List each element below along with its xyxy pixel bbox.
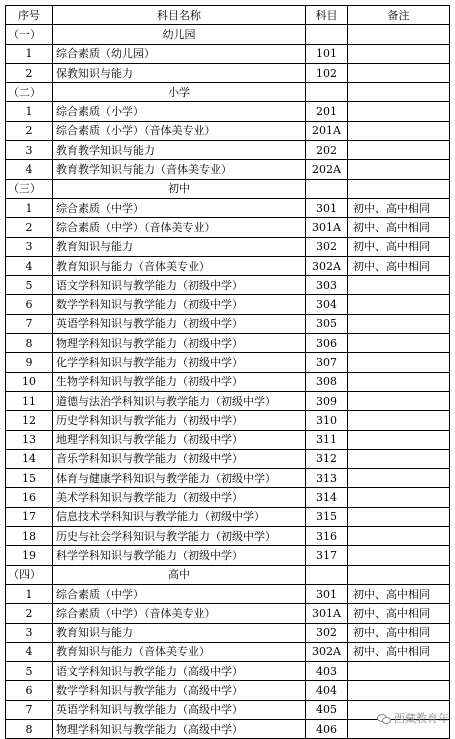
section-title: 小学 [53, 83, 306, 102]
subject-name: 教育知识与能力 [53, 237, 306, 256]
section-label: （一） [6, 25, 53, 44]
subject-code: 301A [306, 218, 348, 237]
section-row [6, 565, 450, 584]
subject-note [348, 507, 450, 526]
exam-subject-table [5, 5, 450, 739]
table-row [6, 507, 450, 526]
table-row [6, 141, 450, 160]
header-index: 序号 [6, 6, 53, 25]
row-index: 15 [6, 469, 53, 488]
subject-note: 初中、高中相同 [348, 256, 450, 275]
table-row [6, 642, 450, 661]
subject-note [348, 681, 450, 700]
row-index: 2 [6, 218, 53, 237]
subject-name: 教育知识与能力（音体美专业） [53, 256, 306, 275]
table-row [6, 102, 450, 121]
subject-name: 地理学科知识与教学能力（初级中学） [53, 430, 306, 449]
subject-name: 综合素质（中学）（音体美专业） [53, 218, 306, 237]
subject-code: 202 [306, 141, 348, 160]
subject-name: 道德与法治学科知识与教学能力（初级中学） [53, 391, 306, 410]
table-header-row [6, 6, 450, 25]
row-index: 19 [6, 546, 53, 565]
subject-note [348, 469, 450, 488]
subject-code: 305 [306, 314, 348, 333]
table-body [6, 25, 450, 739]
subject-note [348, 353, 450, 372]
row-index: 8 [6, 334, 53, 353]
table-row [6, 584, 450, 603]
row-index: 2 [6, 121, 53, 140]
subject-code: 405 [306, 700, 348, 719]
subject-note [348, 44, 450, 63]
subject-note [348, 372, 450, 391]
row-index: 8 [6, 719, 53, 738]
table-row [6, 256, 450, 275]
subject-name: 体育与健康学科知识与教学能力（初级中学） [53, 469, 306, 488]
subject-name: 教育知识与能力 [53, 623, 306, 642]
table-row [6, 604, 450, 623]
row-index: 2 [6, 63, 53, 82]
subject-code: 302 [306, 237, 348, 256]
subject-note [348, 488, 450, 507]
subject-name: 数学学科知识与教学能力（初级中学） [53, 295, 306, 314]
row-index: 3 [6, 237, 53, 256]
table-row [6, 44, 450, 63]
subject-code: 308 [306, 372, 348, 391]
subject-code: 301A [306, 604, 348, 623]
subject-code: 304 [306, 295, 348, 314]
subject-code: 403 [306, 662, 348, 681]
row-index: 4 [6, 160, 53, 179]
section-label: （四） [6, 565, 53, 584]
subject-code: 314 [306, 488, 348, 507]
subject-note [348, 102, 450, 121]
wechat-icon [377, 713, 391, 723]
section-title: 初中 [53, 179, 306, 198]
table-row [6, 121, 450, 140]
subject-note [348, 121, 450, 140]
subject-name: 化学学科知识与教学能力（初级中学） [53, 353, 306, 372]
subject-name: 科学学科知识与教学能力（初级中学） [53, 546, 306, 565]
subject-name: 语文学科知识与教学能力（初级中学） [53, 276, 306, 295]
subject-code: 301 [306, 584, 348, 603]
subject-note [348, 391, 450, 410]
empty-cell [348, 83, 450, 102]
subject-code: 312 [306, 449, 348, 468]
subject-name: 历史与社会学科知识与教学能力（初级中学） [53, 527, 306, 546]
subject-note [348, 295, 450, 314]
subject-code: 302 [306, 623, 348, 642]
header-note: 备注 [348, 6, 450, 25]
subject-code: 201 [306, 102, 348, 121]
row-index: 4 [6, 256, 53, 275]
subject-code: 302A [306, 642, 348, 661]
subject-code: 201A [306, 121, 348, 140]
subject-code: 302A [306, 256, 348, 275]
watermark [377, 710, 449, 726]
subject-note [348, 276, 450, 295]
table-row [6, 391, 450, 410]
subject-name: 语文学科知识与教学能力（高级中学） [53, 662, 306, 681]
table-row [6, 372, 450, 391]
section-title: 幼儿园 [53, 25, 306, 44]
section-row [6, 25, 450, 44]
table-row [6, 430, 450, 449]
subject-code: 315 [306, 507, 348, 526]
subject-note [348, 314, 450, 333]
subject-name: 美术学科知识与教学能力（初级中学） [53, 488, 306, 507]
table-row [6, 353, 450, 372]
subject-note [348, 527, 450, 546]
section-row [6, 83, 450, 102]
row-index: 10 [6, 372, 53, 391]
subject-name: 教育教学知识与能力（音体美专业） [53, 160, 306, 179]
empty-cell [306, 83, 348, 102]
row-index: 1 [6, 102, 53, 121]
row-index: 5 [6, 276, 53, 295]
row-index: 17 [6, 507, 53, 526]
row-index: 14 [6, 449, 53, 468]
row-index: 2 [6, 604, 53, 623]
header-subject-code: 科目 [306, 6, 348, 25]
table-row [6, 276, 450, 295]
subject-code: 307 [306, 353, 348, 372]
subject-note: 初中、高中相同 [348, 604, 450, 623]
row-index: 1 [6, 198, 53, 217]
row-index: 6 [6, 295, 53, 314]
row-index: 11 [6, 391, 53, 410]
subject-note [348, 430, 450, 449]
subject-name: 综合素质（小学） [53, 102, 306, 121]
subject-name: 综合素质（中学） [53, 198, 306, 217]
table-row [6, 237, 450, 256]
empty-cell [348, 25, 450, 44]
subject-name: 数学学科知识与教学能力（高级中学） [53, 681, 306, 700]
subject-note [348, 449, 450, 468]
subject-code: 306 [306, 334, 348, 353]
section-label: （二） [6, 83, 53, 102]
table-row [6, 295, 450, 314]
empty-cell [306, 25, 348, 44]
subject-name: 物理学科知识与教学能力（初级中学） [53, 334, 306, 353]
row-index: 3 [6, 141, 53, 160]
subject-code: 406 [306, 719, 348, 738]
subject-code: 202A [306, 160, 348, 179]
row-index: 16 [6, 488, 53, 507]
table-row [6, 218, 450, 237]
subject-note [348, 411, 450, 430]
header-subject-name: 科目名称 [53, 6, 306, 25]
subject-name: 生物学科知识与教学能力（初级中学） [53, 372, 306, 391]
table-row [6, 160, 450, 179]
empty-cell [306, 565, 348, 584]
table-row [6, 681, 450, 700]
subject-name: 保教知识与能力 [53, 63, 306, 82]
table-row [6, 198, 450, 217]
row-index: 7 [6, 314, 53, 333]
row-index: 1 [6, 584, 53, 603]
subject-note [348, 63, 450, 82]
subject-code: 102 [306, 63, 348, 82]
row-index: 4 [6, 642, 53, 661]
subject-note: 初中、高中相同 [348, 198, 450, 217]
subject-name: 物理学科知识与教学能力（高级中学） [53, 719, 306, 738]
subject-code: 101 [306, 44, 348, 63]
table-row [6, 411, 450, 430]
watermark-text: 西藏教育年 [394, 712, 449, 725]
subject-name: 综合素质（中学）（音体美专业） [53, 604, 306, 623]
table-row [6, 63, 450, 82]
subject-note: 初中、高中相同 [348, 642, 450, 661]
subject-note [348, 334, 450, 353]
subject-name: 音乐学科知识与教学能力（初级中学） [53, 449, 306, 468]
section-label: （三） [6, 179, 53, 198]
subject-code: 316 [306, 527, 348, 546]
row-index: 3 [6, 623, 53, 642]
table-row [6, 488, 450, 507]
subject-code: 303 [306, 276, 348, 295]
table-row [6, 662, 450, 681]
subject-note: 初中、高中相同 [348, 623, 450, 642]
subject-note [348, 160, 450, 179]
row-index: 5 [6, 662, 53, 681]
subject-code: 404 [306, 681, 348, 700]
subject-note: 初中、高中相同 [348, 237, 450, 256]
row-index: 7 [6, 700, 53, 719]
subject-code: 301 [306, 198, 348, 217]
subject-name: 综合素质（小学）（音体美专业） [53, 121, 306, 140]
subject-name: 教育教学知识与能力 [53, 141, 306, 160]
subject-name: 信息技术学科知识与教学能力（初级中学） [53, 507, 306, 526]
subject-name: 综合素质（中学） [53, 584, 306, 603]
row-index: 9 [6, 353, 53, 372]
row-index: 13 [6, 430, 53, 449]
section-row [6, 179, 450, 198]
empty-cell [348, 565, 450, 584]
table-row [6, 334, 450, 353]
section-title: 高中 [53, 565, 306, 584]
table-row [6, 469, 450, 488]
empty-cell [306, 179, 348, 198]
table-row [6, 527, 450, 546]
table-row [6, 623, 450, 642]
subject-name: 历史学科知识与教学能力（初级中学） [53, 411, 306, 430]
row-index: 12 [6, 411, 53, 430]
table-row [6, 546, 450, 565]
subject-code: 317 [306, 546, 348, 565]
subject-name: 综合素质（幼儿园） [53, 44, 306, 63]
subject-note: 初中、高中相同 [348, 218, 450, 237]
row-index: 1 [6, 44, 53, 63]
empty-cell [348, 179, 450, 198]
subject-note: 初中、高中相同 [348, 584, 450, 603]
table-row [6, 314, 450, 333]
subject-code: 313 [306, 469, 348, 488]
subject-name: 英语学科知识与教学能力（初级中学） [53, 314, 306, 333]
subject-note [348, 546, 450, 565]
table-row [6, 449, 450, 468]
row-index: 18 [6, 527, 53, 546]
subject-code: 310 [306, 411, 348, 430]
subject-name: 教育知识与能力（音体美专业） [53, 642, 306, 661]
subject-note [348, 662, 450, 681]
row-index: 6 [6, 681, 53, 700]
subject-note [348, 141, 450, 160]
subject-code: 309 [306, 391, 348, 410]
subject-code: 311 [306, 430, 348, 449]
subject-name: 英语学科知识与教学能力（高级中学） [53, 700, 306, 719]
